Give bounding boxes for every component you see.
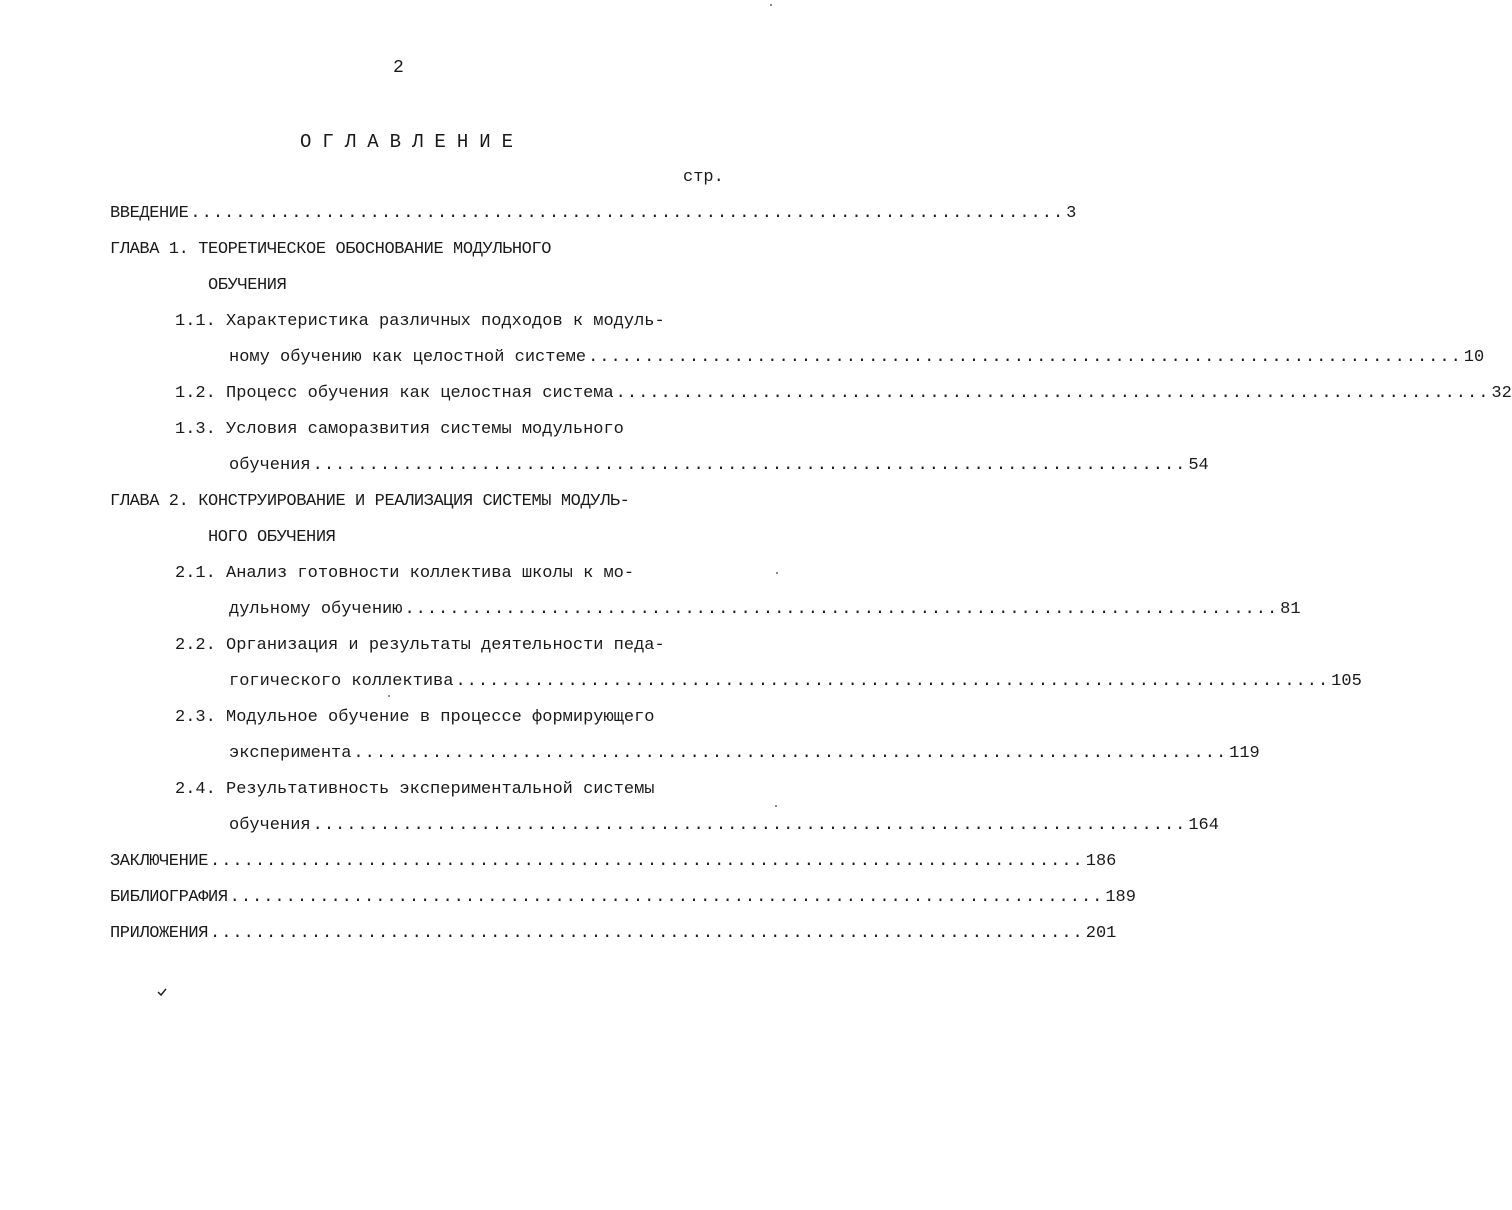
section-2-1-line1: 2.1. Анализ готовности коллектива школы к мо- bbox=[175, 564, 635, 583]
section-2-3-line1: 2.3. Модульное обучение в процессе формирующего bbox=[175, 708, 655, 727]
section-1-1-line2 bbox=[229, 348, 1485, 368]
toc-entry-page: 3 bbox=[1066, 204, 1077, 223]
toc-entry-label: обучения bbox=[229, 816, 311, 835]
dot-leader: .............................................................................. bbox=[229, 888, 1104, 907]
toc-entry-page: 105 bbox=[1331, 672, 1362, 691]
section-2-3-line2 bbox=[229, 744, 1260, 764]
scan-speck bbox=[775, 805, 777, 807]
dot-leader: .............................................................................. bbox=[210, 852, 1084, 871]
toc-entry-label: эксперимента bbox=[229, 744, 352, 763]
section-1-3-line1: 1.3. Условия саморазвития системы модульного bbox=[175, 420, 624, 439]
chapter2-heading-line2: НОГО ОБУЧЕНИЯ bbox=[208, 528, 336, 547]
toc-entry-label: ЗАКЛЮЧЕНИЕ bbox=[110, 852, 209, 871]
toc-entry-page: 81 bbox=[1280, 600, 1301, 619]
dot-leader: .............................................................................. bbox=[455, 672, 1330, 691]
toc-entry-page: 32 bbox=[1491, 384, 1512, 403]
toc-entry-intro bbox=[110, 204, 1077, 224]
chapter1-heading-line2: ОБУЧЕНИЯ bbox=[208, 276, 287, 295]
toc-entry-conclusion bbox=[110, 852, 1117, 872]
chapter2-heading-line1: ГЛАВА 2. КОНСТРУИРОВАНИЕ И РЕАЛИЗАЦИЯ СИСТЕМЫ МОДУЛЬ- bbox=[110, 492, 630, 511]
toc-title: ОГЛАВЛЕНИЕ bbox=[300, 131, 525, 153]
toc-entry-label: ПРИЛОЖЕНИЯ bbox=[110, 924, 209, 943]
section-1-2 bbox=[175, 384, 1512, 404]
section-1-1-line1: 1.1. Характеристика различных подходов к модуль- bbox=[175, 312, 665, 331]
page-column-label: стр. bbox=[683, 168, 724, 187]
toc-entry-page: 164 bbox=[1188, 816, 1219, 835]
toc-entry-label: ному обучению как целостной системе bbox=[229, 348, 587, 367]
pen-mark-icon bbox=[157, 988, 167, 996]
toc-entry-page: 189 bbox=[1105, 888, 1136, 907]
toc-entry-label: дульному обучению bbox=[229, 600, 403, 619]
section-2-2-line1: 2.2. Организация и результаты деятельности педа- bbox=[175, 636, 665, 655]
section-2-1-line2 bbox=[229, 600, 1301, 620]
toc-entry-label: гогического коллектива bbox=[229, 672, 454, 691]
toc-entry-page: 186 bbox=[1085, 852, 1117, 871]
scan-speck bbox=[776, 572, 778, 574]
section-2-4-line1: 2.4. Результативность экспериментальной системы bbox=[175, 780, 655, 799]
dot-leader: .............................................................................. bbox=[210, 924, 1084, 943]
scan-speck bbox=[770, 4, 772, 6]
dot-leader: .............................................................................. bbox=[404, 600, 1279, 619]
toc-entry-bibliography bbox=[110, 888, 1136, 908]
page-number: 2 bbox=[393, 58, 404, 78]
section-1-3-line2 bbox=[229, 456, 1209, 476]
chapter1-heading-line1: ГЛАВА 1. ТЕОРЕТИЧЕСКОЕ ОБОСНОВАНИЕ МОДУЛЬНОГО bbox=[110, 240, 552, 259]
dot-leader: .............................................................................. bbox=[312, 456, 1187, 475]
toc-entry-page: 10 bbox=[1463, 348, 1485, 367]
toc-entry-page: 119 bbox=[1229, 744, 1260, 763]
section-2-4-line2 bbox=[229, 816, 1219, 836]
dot-leader: .............................................................................. bbox=[615, 384, 1490, 403]
section-2-2-line2 bbox=[229, 672, 1362, 692]
dot-leader: .............................................................................. bbox=[588, 348, 1462, 367]
dot-leader: .............................................................................. bbox=[312, 816, 1187, 835]
dot-leader: .............................................................................. bbox=[190, 204, 1065, 223]
toc-entry-label: обучения bbox=[229, 456, 311, 475]
scan-speck bbox=[388, 695, 390, 697]
toc-entry-appendices bbox=[110, 924, 1117, 944]
dot-leader: .............................................................................. bbox=[353, 744, 1228, 763]
toc-entry-page: 54 bbox=[1188, 456, 1209, 475]
toc-entry-page: 201 bbox=[1085, 924, 1117, 943]
toc-entry-label: ВВЕДЕНИЕ bbox=[110, 204, 189, 223]
toc-entry-label: БИБЛИОГРАФИЯ bbox=[110, 888, 228, 907]
toc-entry-label: 1.2. Процесс обучения как целостная система bbox=[175, 384, 614, 403]
